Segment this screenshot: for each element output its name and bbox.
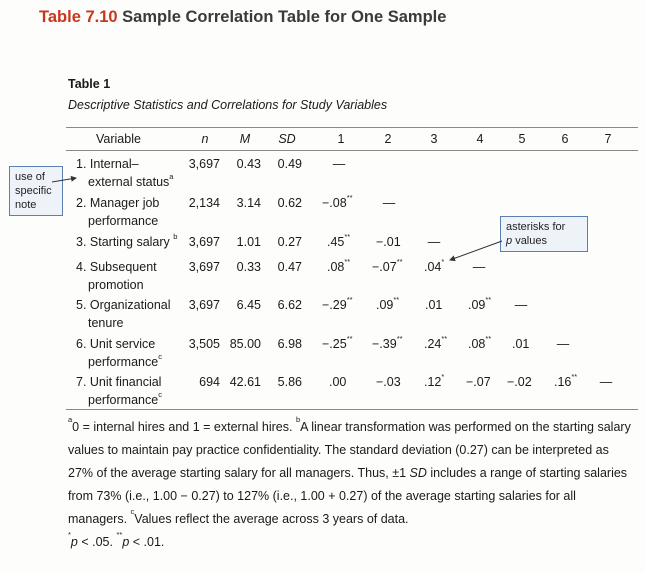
cell-sd: 0.62	[277, 196, 302, 210]
cell-corr: .24**	[424, 334, 448, 351]
col-header-n: n	[201, 132, 209, 146]
col-header-2: 2	[384, 132, 392, 146]
cell-sd: 6.62	[277, 298, 302, 312]
cell-corr: .12*	[424, 372, 445, 389]
cell-corr: .08**	[468, 334, 492, 351]
cell-corr: −.07**	[372, 257, 403, 274]
cell-corr: −.08**	[322, 193, 353, 210]
cell-sd: 6.98	[277, 337, 302, 351]
col-header-m: M	[239, 132, 251, 146]
cell-corr: .09**	[468, 295, 492, 312]
cell-m: 0.43	[236, 157, 261, 171]
cell-m: 3.14	[236, 196, 261, 210]
cell-corr: −.03	[376, 375, 401, 389]
cell-sd: 0.27	[277, 235, 302, 249]
callout-specific-note: use of specific note	[9, 166, 63, 216]
cell-m: 1.01	[236, 235, 261, 249]
cell-corr: −.39**	[372, 334, 403, 351]
cell-corr: −.07	[466, 375, 491, 389]
col-header-sd: SD	[278, 132, 296, 146]
table-heading-number: Table 7.10	[39, 8, 118, 26]
cell-corr: —	[556, 337, 570, 351]
cell-sd: 0.49	[277, 157, 302, 171]
cell-corr: .08**	[327, 257, 351, 274]
cell-corr: .01	[512, 337, 530, 351]
col-header-7: 7	[604, 132, 612, 146]
cell-sd: 5.86	[277, 375, 302, 389]
cell-corr: .01	[425, 298, 443, 312]
cell-n: 3,697	[188, 235, 220, 249]
cell-n: 3,697	[188, 298, 220, 312]
callout-asterisks: asterisks for p values	[500, 216, 588, 252]
table-heading-title: Sample Correlation Table for One Sample	[122, 8, 447, 26]
cell-corr: .16**	[554, 372, 578, 389]
arrow-asterisks	[450, 241, 502, 260]
cell-corr: −.01	[376, 235, 401, 249]
arrow-specific-note	[52, 178, 76, 182]
col-header-1: 1	[337, 132, 345, 146]
table-notes	[68, 416, 636, 554]
row-variable: 2. Manager job performance	[76, 196, 160, 228]
table-number: Table 1	[68, 77, 111, 91]
cell-n: 3,697	[188, 157, 220, 171]
cell-corr: —	[427, 235, 441, 249]
cell-n: 2,134	[188, 196, 220, 210]
cell-corr: −.29**	[322, 295, 353, 312]
cell-corr: —	[382, 196, 396, 210]
cell-m: 42.61	[229, 375, 261, 389]
cell-corr: —	[514, 298, 528, 312]
col-header-3: 3	[430, 132, 438, 146]
cell-sd: 0.47	[277, 260, 302, 274]
cell-n: 3,697	[188, 260, 220, 274]
cell-corr: —	[472, 260, 486, 274]
cell-corr: .04*	[424, 257, 445, 274]
cell-corr: −.25**	[322, 334, 353, 351]
row-variable: 7. Unit financial performance$^c$	[76, 375, 162, 407]
row-variable: 5. Organizational tenure	[76, 298, 171, 330]
cell-corr: —	[599, 375, 613, 389]
cell-n: 3,505	[188, 337, 220, 351]
row-variable: 1. Internal– external status$^a$	[76, 157, 174, 189]
probability-note: *p < .05. **p < .01.	[68, 530, 165, 549]
cell-corr: .00	[329, 375, 347, 389]
col-header-5: 5	[518, 132, 526, 146]
cell-corr: .45**	[327, 232, 351, 249]
specific-notes: $^a$0 = internal hires and 1 = external hires. $^b$A linear transformation was performed on the starting salary values to maintain pay practice confidentiality. The standard deviation (0.27) can be interpreted as 27% of the average starting salary for all managers. Thus, ±1 SD includes a range of starting salaries from 73% (i.e., 1.00 − 0.27) to 127% (i.e., 1.00 + 0.27) of the average starting salaries for all managers. $^c$Values reflect the average across 3 years of data.	[68, 415, 631, 526]
cell-corr: −.02	[507, 375, 532, 389]
cell-m: 0.33	[236, 260, 261, 274]
cell-corr: —	[332, 157, 346, 171]
row-variable: 4. Subsequent promotion	[76, 260, 157, 292]
col-header-6: 6	[561, 132, 569, 146]
row-variable: 6. Unit service performance$^c$	[76, 337, 162, 369]
col-header-variable: Variable	[96, 132, 141, 146]
row-variable: 3. Starting salary $^b$	[76, 232, 178, 249]
cell-corr: .09**	[376, 295, 400, 312]
table-caption: Descriptive Statistics and Correlations for Study Variables	[68, 98, 388, 112]
cell-m: 6.45	[236, 298, 261, 312]
cell-m: 85.00	[229, 337, 261, 351]
col-header-4: 4	[476, 132, 484, 146]
cell-n: 694	[199, 375, 220, 389]
